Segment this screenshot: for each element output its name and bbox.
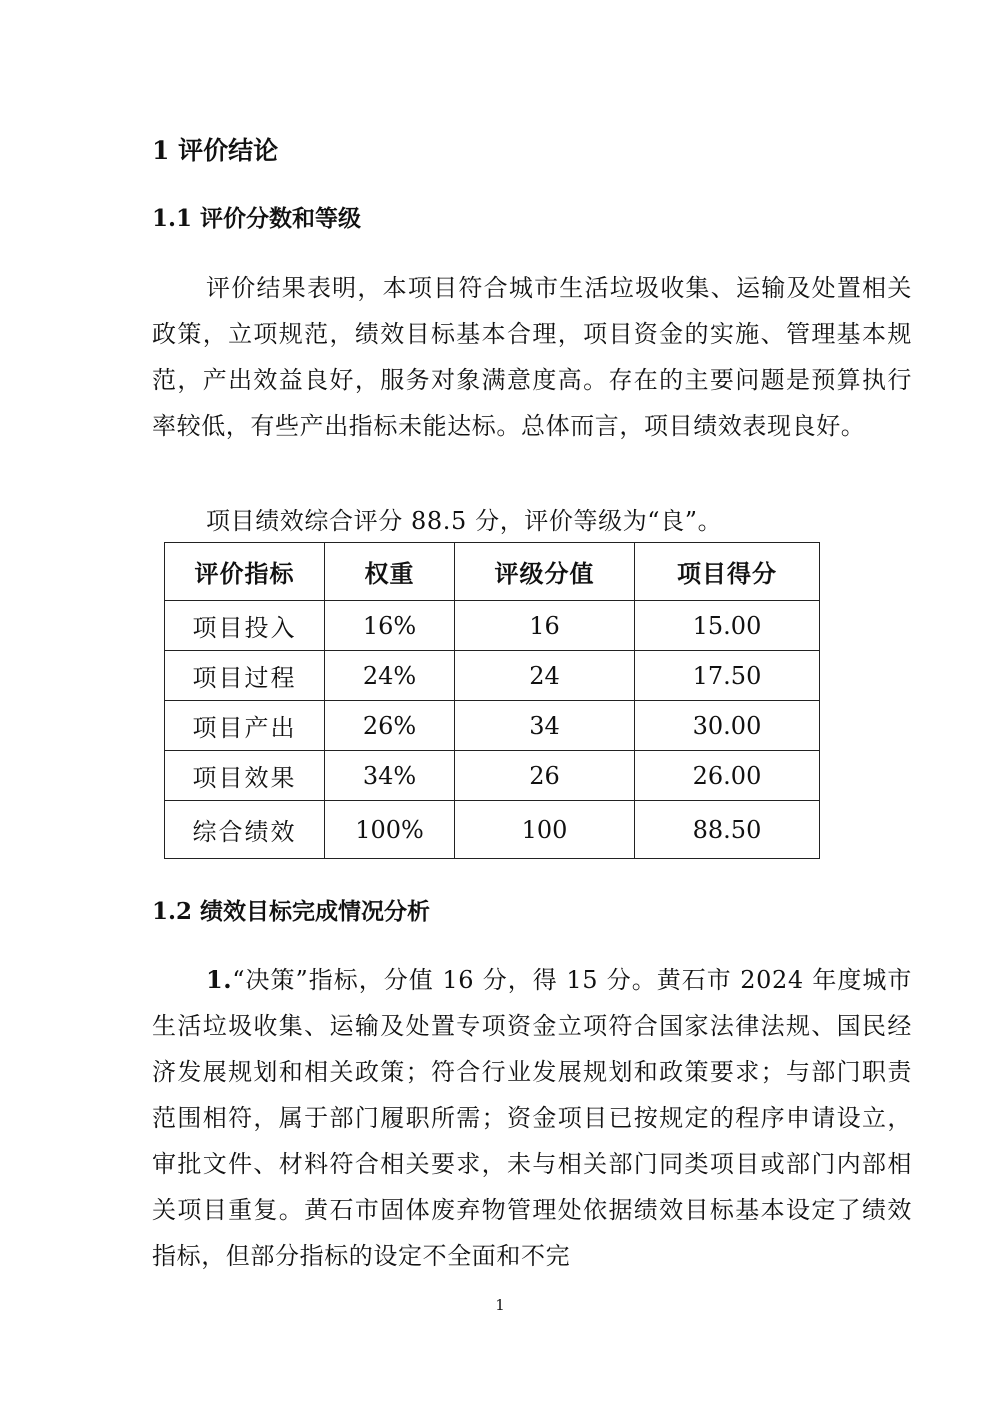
- weight-cell: 26%: [325, 701, 455, 751]
- project-score-cell: 26.00: [635, 751, 820, 801]
- rating-score-cell: 24: [455, 651, 635, 701]
- table-header-row: [165, 543, 820, 601]
- indicator-cell: 项目效果: [165, 751, 325, 801]
- score-summary-line: 项目绩效综合评分 88.5 分，评价等级为“良”。: [206, 507, 723, 535]
- indicator-cell: 项目产出: [165, 701, 325, 751]
- project-score-cell: 88.50: [635, 801, 820, 859]
- section-heading-1-2: 1.2 绩效目标完成情况分析: [152, 898, 431, 925]
- evaluation-conclusion-paragraph: 评价结果表明，本项目符合城市生活垃圾收集、运输及处置相关政策，立项规范，绩效目标基本合理，项目资金的实施、管理基本规范，产出效益良好，服务对象满意度高。存在的主要问题是预算执行率较低，有些产出指标未能达标。总体而言，项目绩效表现良好。: [152, 274, 912, 440]
- table-row: [165, 651, 820, 701]
- page-number: 1: [495, 1296, 505, 1314]
- list-number: 1.: [206, 965, 233, 994]
- table-row: [165, 601, 820, 651]
- score-table: [164, 542, 820, 859]
- weight-cell: 16%: [325, 601, 455, 651]
- project-score-cell: 15.00: [635, 601, 820, 651]
- project-score-cell: 30.00: [635, 701, 820, 751]
- project-score-cell: 17.50: [635, 651, 820, 701]
- header-weight: 权重: [325, 543, 455, 601]
- table-row: [165, 751, 820, 801]
- section-heading-1-1: 1.1 评价分数和等级: [152, 205, 362, 232]
- decision-indicator-paragraph: [152, 957, 912, 1279]
- header-project-score: 项目得分: [635, 543, 820, 601]
- weight-cell: 100%: [325, 801, 455, 859]
- section-heading-1: 1 评价结论: [152, 136, 279, 165]
- weight-cell: 24%: [325, 651, 455, 701]
- rating-score-cell: 34: [455, 701, 635, 751]
- header-rating-score: 评级分值: [455, 543, 635, 601]
- header-indicator: 评价指标: [165, 543, 325, 601]
- weight-cell: 34%: [325, 751, 455, 801]
- indicator-cell: 项目过程: [165, 651, 325, 701]
- rating-score-cell: 26: [455, 751, 635, 801]
- indicator-cell: 综合绩效: [165, 801, 325, 859]
- rating-score-cell: 100: [455, 801, 635, 859]
- decision-indicator-text: “决策”指标，分值 16 分，得 15 分。黄石市 2024 年度城市生活垃圾收集、运输及处置专项资金立项符合国家法律法规、国民经济发展规划和相关政策；符合行业发展规划和政策要求；与部门职责范围相符，属于部门履职所需；资金项目已按规定的程序申请设立，审批文件、材料符合相关要求，未与相关部门同类项目或部门内部相关项目重复。黄石市固体废弃物管理处依据绩效目标基本设定了绩效指标，但部分指标的设定不全面和不完: [152, 966, 912, 1270]
- table-row: [165, 701, 820, 751]
- table-row-total: [165, 801, 820, 859]
- rating-score-cell: 16: [455, 601, 635, 651]
- indicator-cell: 项目投入: [165, 601, 325, 651]
